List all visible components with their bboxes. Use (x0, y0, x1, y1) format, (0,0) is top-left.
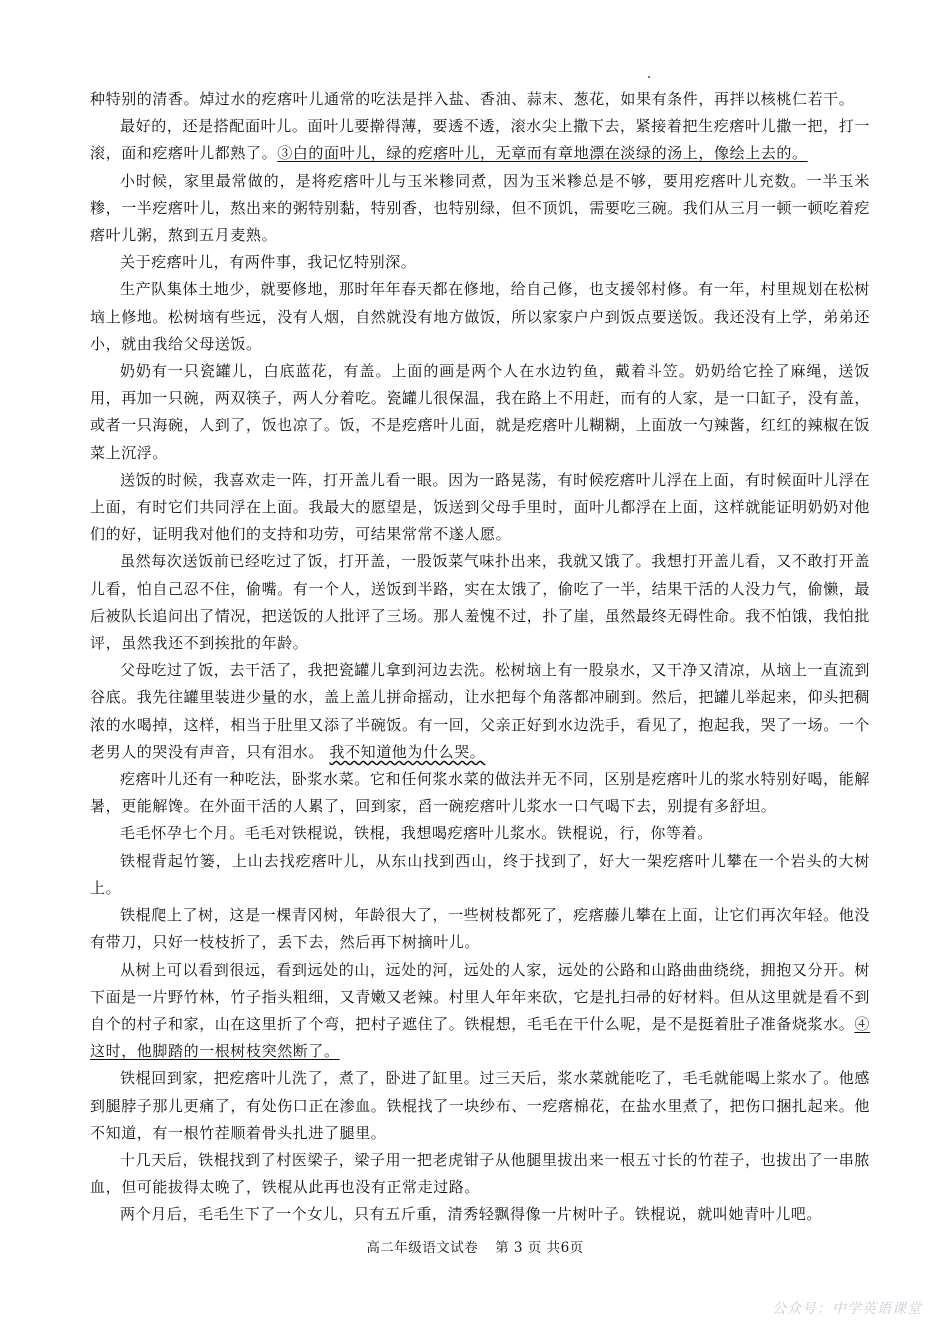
document-body (90, 86, 870, 1229)
page-number: 第 3 页 共6页 (495, 1240, 584, 1256)
paragraph-12: 铁棍背起竹篓，上山去找疙瘩叶儿，从东山找到西山，终于找到了，好大一架疙瘩叶儿攀在一个岩头的大树上。 (90, 851, 870, 897)
paragraph-5: 生产队集体土地少，就要修地，那时年年春天都在修地，给自己修，也支援邻村修。有一年，村里规划在松树垴上修地。松树垴有些远，没有人烟，自然就没有地方做饭，所以家家户户到饭点要送饭。我还没有上学，弟弟还小，就由我给父母送饭。 (90, 280, 871, 353)
paragraph-17: 两个月后，毛毛生下了一个女儿，只有五斤重，清秀轻飘得像一片树叶子。铁棍说，就叫她青叶儿吧。 (120, 1205, 823, 1224)
paragraph-7: 送饭的时候，我喜欢走一阵，打开盖儿看一眼。因为一路晃荡，有时候疙瘩叶儿浮在上面，有时候面叶儿浮在上面，有时它们共同浮在上面。我最大的愿望是，饭送到父母手里时，面叶儿都浮在上面，这样就能证明奶奶对他们的好，证明我对他们的支持和功劳，可结果常常不遂人愿。 (90, 470, 871, 544)
paragraph-4: 关于疙瘩叶儿，有两件事，我记忆特别深。 (120, 253, 417, 272)
question-4-underlined-sentence: ④这时，他脚踏的一根树枝突然断了。 (90, 1014, 871, 1061)
question-3-underlined-sentence: ③白的面叶儿，绿的疙瘩叶儿，无章而有章地漂在淡绿的汤上，像绘上去的。 (277, 144, 808, 163)
paragraph-13: 铁棍爬上了树，这是一棵青冈树，年龄很大了，一些树枝都死了，疙瘩藤儿攀在上面，让它们再次年轻。他没有带刀，只好一枝枝折了，丢下去，然后再下树摘叶儿。 (90, 906, 870, 952)
paragraph-10: 疙瘩叶儿还有一种吃法，卧浆水菜。它和任何浆水菜的做法并无不同，区别是疙瘩叶儿的浆水特别好喝，能解暑，更能解馋。在外面干活的人累了，回到家，舀一碗疙瘩叶儿浆水一口气喝下去，别提有多舒坦。 (90, 770, 870, 816)
paragraph-2: 最好的，还是搭配面叶儿。面叶儿要擀得薄，要透不透，滚水尖上撒下去，紧接着把生疙瘩叶儿撒一把，打一滚，面和疙瘩叶儿都熟了。③白的面叶儿，绿的疙瘩叶儿，无章而有章地漂在淡绿的汤上，像绘上去的。 (90, 117, 870, 163)
exam-title: 高二年级语文试卷 (366, 1240, 479, 1256)
paragraph-9: 父母吃过了饭，去干活了，我把瓷罐儿拿到河边去洗。松树垴上有一股泉水，又干净又清凉，从垴上一直流到谷底。我先往罐里装进少量的水，盖上盖儿拼命摇动，让水把每个角落都冲刷到。然后，把罐儿举起来，仰头把稠浓的水喝掉，这样，相当于肚里又添了半碗饭。有一回，父亲正好到水边洗手，看见了，抱起我，哭了一场。一个老男人的哭没有声音，只有泪水。 我不知道他为什么哭。 (90, 661, 871, 761)
stray-dot (648, 76, 650, 78)
paragraph-6: 奶奶有一只瓷罐儿，白底蓝花，有盖。上面的画是两个人在水边钓鱼，戴着斗笠。奶奶给它拴了麻绳，送饭用，再加一只碗，两双筷子，两人分着吃。瓷罐儿很保温，我在路上不用赶，而有的人家，是一口缸子，没有盖，或者一只海碗，人到了，饭也凉了。饭，不是疙瘩叶儿面，就是疙瘩叶儿糊糊，上面放一勺辣酱，红红的辣椒在饭菜上沉浮。 (90, 362, 871, 462)
paragraph-8: 虽然每次送饭前已经吃过了饭，打开盖，一股饭菜气味扑出来，我就又饿了。我想打开盖儿看，又不敢打开盖儿看，怕自己忍不住，偷嘴。有一个人，送饭到半路，实在太饿了，偷吃了一半，结果干活的人没力气，偷懒，最后被队长追问出了情况，把送饭的人批评了三场。那人羞愧不过，扑了崖，虽然最终无碍性命。我不怕饿，我怕批评，虽然我还不到挨批的年龄。 (90, 552, 871, 653)
page-footer (0, 1236, 950, 1256)
paragraph-14: 从树上可以看到很远，看到远处的山，远处的河，远处的人家，远处的公路和山路曲曲绕绕，拥抱又分开。树下面是一片野竹林，竹子指头粗细，又青嫩又老辣。村里人年年来砍，它是扎扫帚的好材料。但从这里就是看不到自个的村子和家，山在这里折了个弯，把村子遮住了。铁棍想，毛毛在干什么呢，是不是挺着肚子准备烧浆水。④这时，他脚踏的一根树枝突然断了。 (90, 960, 871, 1061)
wavy-underlined-sentence: 我不知道他为什么哭。 (329, 742, 486, 761)
watermark: 公众号：中学英语课堂 (772, 1301, 922, 1317)
paragraph-1: 种特别的清香。焯过水的疙瘩叶儿通常的吃法是拌入盐、香油、蒜末、葱花，如果有条件，再拌以核桃仁若干。 (90, 90, 855, 108)
paragraph-3: 小时候，家里最常做的，是将疙瘩叶儿与玉米糁同煮，因为玉米糁总是不够，要用疙瘩叶儿充数。一半玉米糁，一半疙瘩叶儿，熬出来的粥特别黏，特别香，也特别绿，但不顶饥，需要吃三碗。我们从三月一顿一顿吃着疙瘩叶儿粥，熬到五月麦熟。 (90, 171, 871, 245)
paragraph-16: 十几天后，铁棍找到了村医梁子，梁子用一把老虎钳子从他腿里拔出来一根五寸长的竹茬子，也拔出了一串脓血，但可能拔得太晚了，铁棍从此再也没有正常走过路。 (90, 1150, 870, 1197)
paragraph-11: 毛毛怀孕七个月。毛毛对铁棍说，铁棍，我想喝疙瘩叶儿浆水。铁棍说，行，你等着。 (120, 824, 713, 843)
paragraph-15: 铁棍回到家，把疙瘩叶儿洗了，煮了，卧进了缸里。过三天后，浆水菜就能吃了，毛毛就能喝上浆水了。他感到腿脖子那儿更痛了，有处伤口正在渗血。铁棍找了一块纱布、一疙瘩棉花，在盐水里煮了，把伤口捆扎起来。他不知道，有一根竹茬顺着骨头扎进了腿里。 (90, 1069, 871, 1142)
